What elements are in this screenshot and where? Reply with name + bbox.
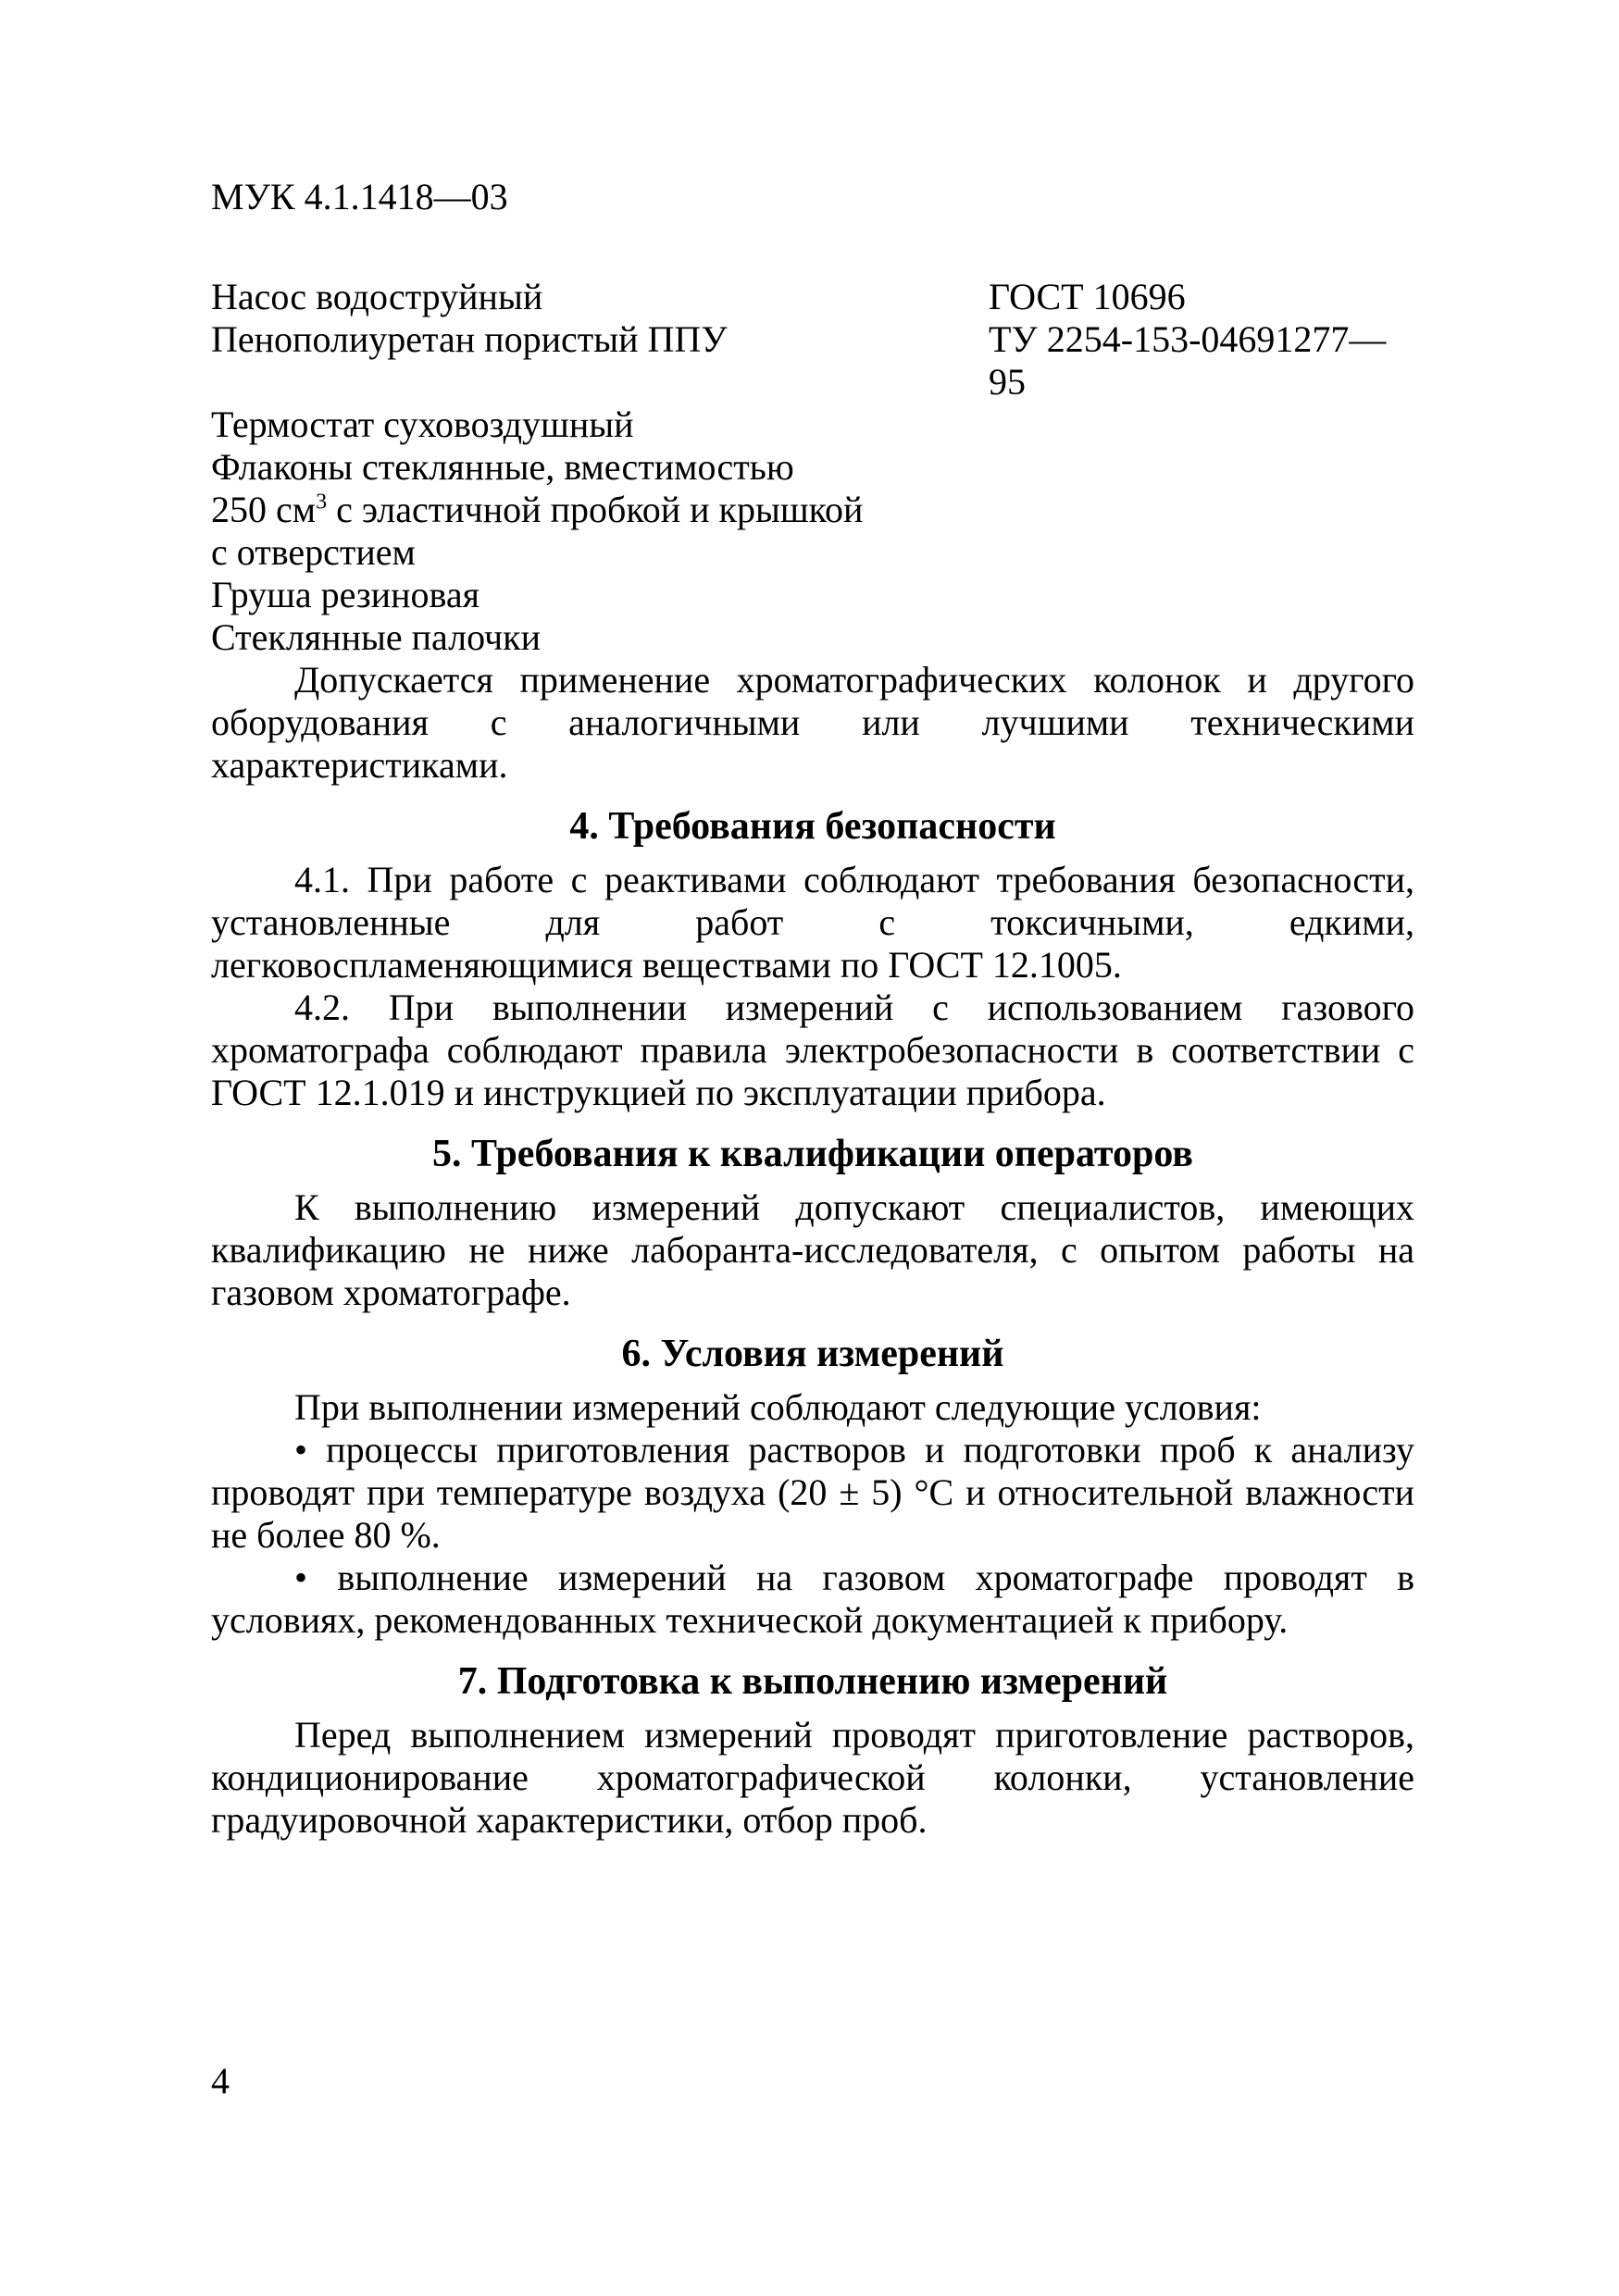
section-6-bullet-2: • выполнение измерений на газовом хроматографе проводят в условиях, рекомендованных технической документацией к прибору.: [211, 1557, 1414, 1641]
equipment-name: Пенополиуретан пористый ППУ: [211, 318, 728, 360]
document-page: [211, 176, 1414, 1842]
equipment-note: Допускается применение хроматографических колонок и другого оборудования с аналогичными или лучшими техническими характеристиками.: [211, 659, 1414, 786]
equipment-name: Насос водоструйный: [211, 276, 543, 317]
equipment-row: [211, 531, 1414, 574]
equipment-name: Стеклянные палочки: [211, 616, 542, 658]
equipment-name: Флаконы стеклянные, вместимостью: [211, 446, 794, 488]
section-5-heading: 5. Требования к квалификации операторов: [432, 1133, 1193, 1175]
document-code: МУК 4.1.1418—03: [211, 176, 508, 217]
equipment-row: [211, 574, 1414, 616]
section-4-heading: 4. Требования безопасности: [569, 805, 1056, 848]
section-6-bullet-1: • процессы приготовления растворов и подготовки проб к анализу проводят при температуре воздуха (20 ± 5) °C и относительной влажности не более 80 %.: [211, 1429, 1414, 1556]
section-4-paragraph-1: 4.1. При работе с реактивами соблюдают требования безопасности, установленные для работ с токсичными, едкими, легковоспламеняющимися веществами по ГОСТ 12.1005.: [211, 859, 1414, 986]
equipment-row: [211, 276, 1414, 318]
volume-unit-exponent: 3: [316, 490, 328, 515]
equipment-row: [211, 403, 1414, 446]
equipment-list: [211, 276, 1414, 659]
equipment-name: с отверстием: [211, 531, 416, 573]
section-7-heading: 7. Подготовка к выполнению измерений: [457, 1660, 1168, 1703]
equipment-name-suffix: с эластичной пробкой и крышкой: [327, 489, 864, 530]
section-7-paragraph: Перед выполнением измерений проводят приготовление растворов, кондиционирование хроматографической колонки, установление градуировочной характеристики, отбор проб.: [211, 1714, 1414, 1841]
page-number: 4: [211, 2060, 230, 2102]
equipment-standard: ГОСТ 10696: [989, 276, 1186, 317]
equipment-standard: ТУ 2254-153-04691277—95: [989, 318, 1387, 403]
equipment-name: [211, 489, 989, 531]
equipment-name: Груша резиновая: [211, 574, 479, 615]
equipment-row: [211, 616, 1414, 659]
volume-value: 250 см: [211, 489, 317, 530]
equipment-row: [211, 446, 1414, 489]
equipment-row: [211, 318, 1414, 403]
section-6-heading: 6. Условия измерений: [621, 1333, 1004, 1375]
section-5-paragraph: К выполнению измерений допускают специалистов, имеющих квалификацию не ниже лаборанта-исследователя, с опытом работы на газовом хроматографе.: [211, 1186, 1414, 1313]
section-6-intro: При выполнении измерений соблюдают следующие условия:: [294, 1386, 1262, 1428]
equipment-row: [211, 489, 1414, 531]
section-4-paragraph-2: 4.2. При выполнении измерений с использованием газового хроматографа соблюдают правила электробезопасности в соответствии с ГОСТ 12.1.019 и инструкцией по эксплуатации прибора.: [211, 987, 1414, 1113]
equipment-name: Термостат суховоздушный: [211, 403, 634, 445]
